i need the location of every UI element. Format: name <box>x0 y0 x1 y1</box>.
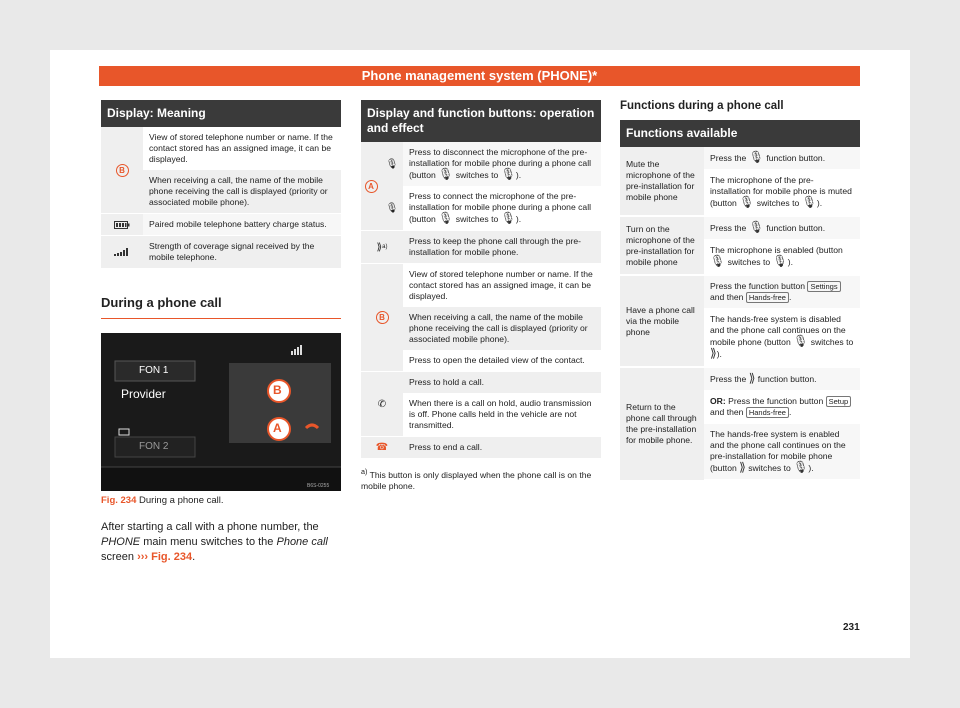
row-cell: When receiving a call, the name of the mobile phone receiving the call is displayed (priority or associated mobile phone). <box>143 170 341 213</box>
mic-icon: 🎙 <box>748 220 764 234</box>
figure-caption: Fig. 234 During a phone call. <box>101 495 224 506</box>
row-cell: When there is a call on hold, audio transmission is off. Phone calls held in the vehicle are not transmitted. <box>409 398 592 430</box>
row-cell: Press to disconnect the microphone of the pre-installation for mobile phone during a phone call (button 🎙 switches to 🎙). <box>403 142 601 186</box>
row-key: A <box>361 142 381 230</box>
table-row: Have a phone call via the mobile phone Press the function button Settings and then Hands-free . The hands-free system is disabled and the phone call continues on the mobile phone (button 🎙 switches to ⟫). <box>620 276 860 368</box>
transfer-icon: ⟫ <box>748 371 756 385</box>
signal-icon <box>101 236 143 268</box>
footnote: $^{a)}$ This button is only displayed when the phone call is on the mobile phone. <box>361 468 592 491</box>
display-meaning-header: Display: Meaning <box>101 100 341 127</box>
row-cell: Press to connect the microphone of the pre-installation for mobile phone during a phone call (button 🎙 switches to 🎙). <box>409 191 592 225</box>
section-title: During a phone call <box>101 295 341 319</box>
provider-label: Provider <box>121 387 166 401</box>
hold-call-icon: ✆ <box>361 372 403 436</box>
fon1-label: FON 1 <box>139 365 169 376</box>
table-row <box>101 236 341 269</box>
page-header: Phone management system (PHONE)* <box>99 66 860 86</box>
fon2-label: FON 2 <box>139 441 169 452</box>
body-paragraph: After starting a call with a phone number, the PHONE main menu switches to the Phone call screen ››› Fig. 234. <box>101 521 328 563</box>
column-middle <box>361 100 601 492</box>
row-cell: View of stored telephone number or name. If the contact stored has an assigned image, it can be displayed. <box>149 132 333 164</box>
column-left <box>101 100 341 565</box>
table-row <box>361 231 601 264</box>
table-row <box>361 264 601 372</box>
mic-off-icon: 🎙 <box>381 142 403 186</box>
table-row: Turn on the microphone of the pre-installation for mobile phone Press the 🎙 function button. The microphone is enabled (button 🎙 switches to 🎙). <box>620 217 860 276</box>
mic-icon: 🎙 <box>748 150 764 164</box>
handset-transfer-icon: ⟫ a) <box>361 231 403 263</box>
marker-a: A <box>273 421 282 435</box>
phone-screen-figure <box>101 333 341 491</box>
hands-free-button[interactable]: Hands-free <box>746 407 789 418</box>
row-cell: Press to hold a call. <box>403 372 601 393</box>
table-row <box>361 142 601 231</box>
marker-b: B <box>116 164 129 177</box>
table-row <box>101 214 341 236</box>
hands-free-button[interactable]: Hands-free <box>746 292 789 303</box>
figure-link[interactable]: ››› Fig. 234 <box>137 551 193 563</box>
row-cell: Strength of coverage signal received by the mobile telephone. <box>143 236 341 268</box>
function-buttons-header: Display and function buttons: operation and effect <box>361 100 601 142</box>
functions-available-header: Functions available <box>620 120 860 147</box>
row-cell: Press to end a call. <box>403 437 601 458</box>
setup-button[interactable]: Setup <box>826 396 852 407</box>
column-right <box>620 100 860 482</box>
row-cell: Press to open the detailed view of the contact. <box>409 355 585 365</box>
mic-on-icon: 🎙 <box>381 186 403 230</box>
row-cell: Paired mobile telephone battery charge status. <box>143 214 341 235</box>
functions-title: Functions during a phone call <box>620 100 784 112</box>
page-number: 231 <box>843 622 860 633</box>
table-row <box>361 437 601 459</box>
table-row: Return to the phone call through the pre-installation for mobile phone. Press the ⟫ function button. OR: Press the function button Setup and then Hands-free . The hands-free system is enabled and the phone call continues on the pre-installation for mobile phone (button ⟫ switches to 🎙). <box>620 368 860 482</box>
table-row <box>361 372 601 437</box>
settings-button[interactable]: Settings <box>807 281 840 292</box>
figure-code: B6S-0255 <box>307 483 330 489</box>
row-key: B <box>361 264 403 371</box>
row-key <box>101 127 143 213</box>
table-row <box>101 127 341 214</box>
row-cell: View of stored telephone number or name. If the contact stored has an assigned image, it can be displayed. <box>409 269 593 301</box>
row-cell: Press to keep the phone call through the pre-installation for mobile phone. <box>403 231 601 263</box>
end-call-icon: ☎ <box>361 437 403 458</box>
battery-icon <box>101 214 143 235</box>
row-cell: When receiving a call, the name of the mobile phone receiving the call is displayed (priority or associated mobile phone). <box>403 307 601 350</box>
table-row: Mute the microphone of the pre-installation for mobile phone Press the 🎙 function button. The microphone of the pre-installation for mobile phone is muted (button 🎙 switches to 🎙). <box>620 147 860 217</box>
marker-b: B <box>273 383 282 397</box>
